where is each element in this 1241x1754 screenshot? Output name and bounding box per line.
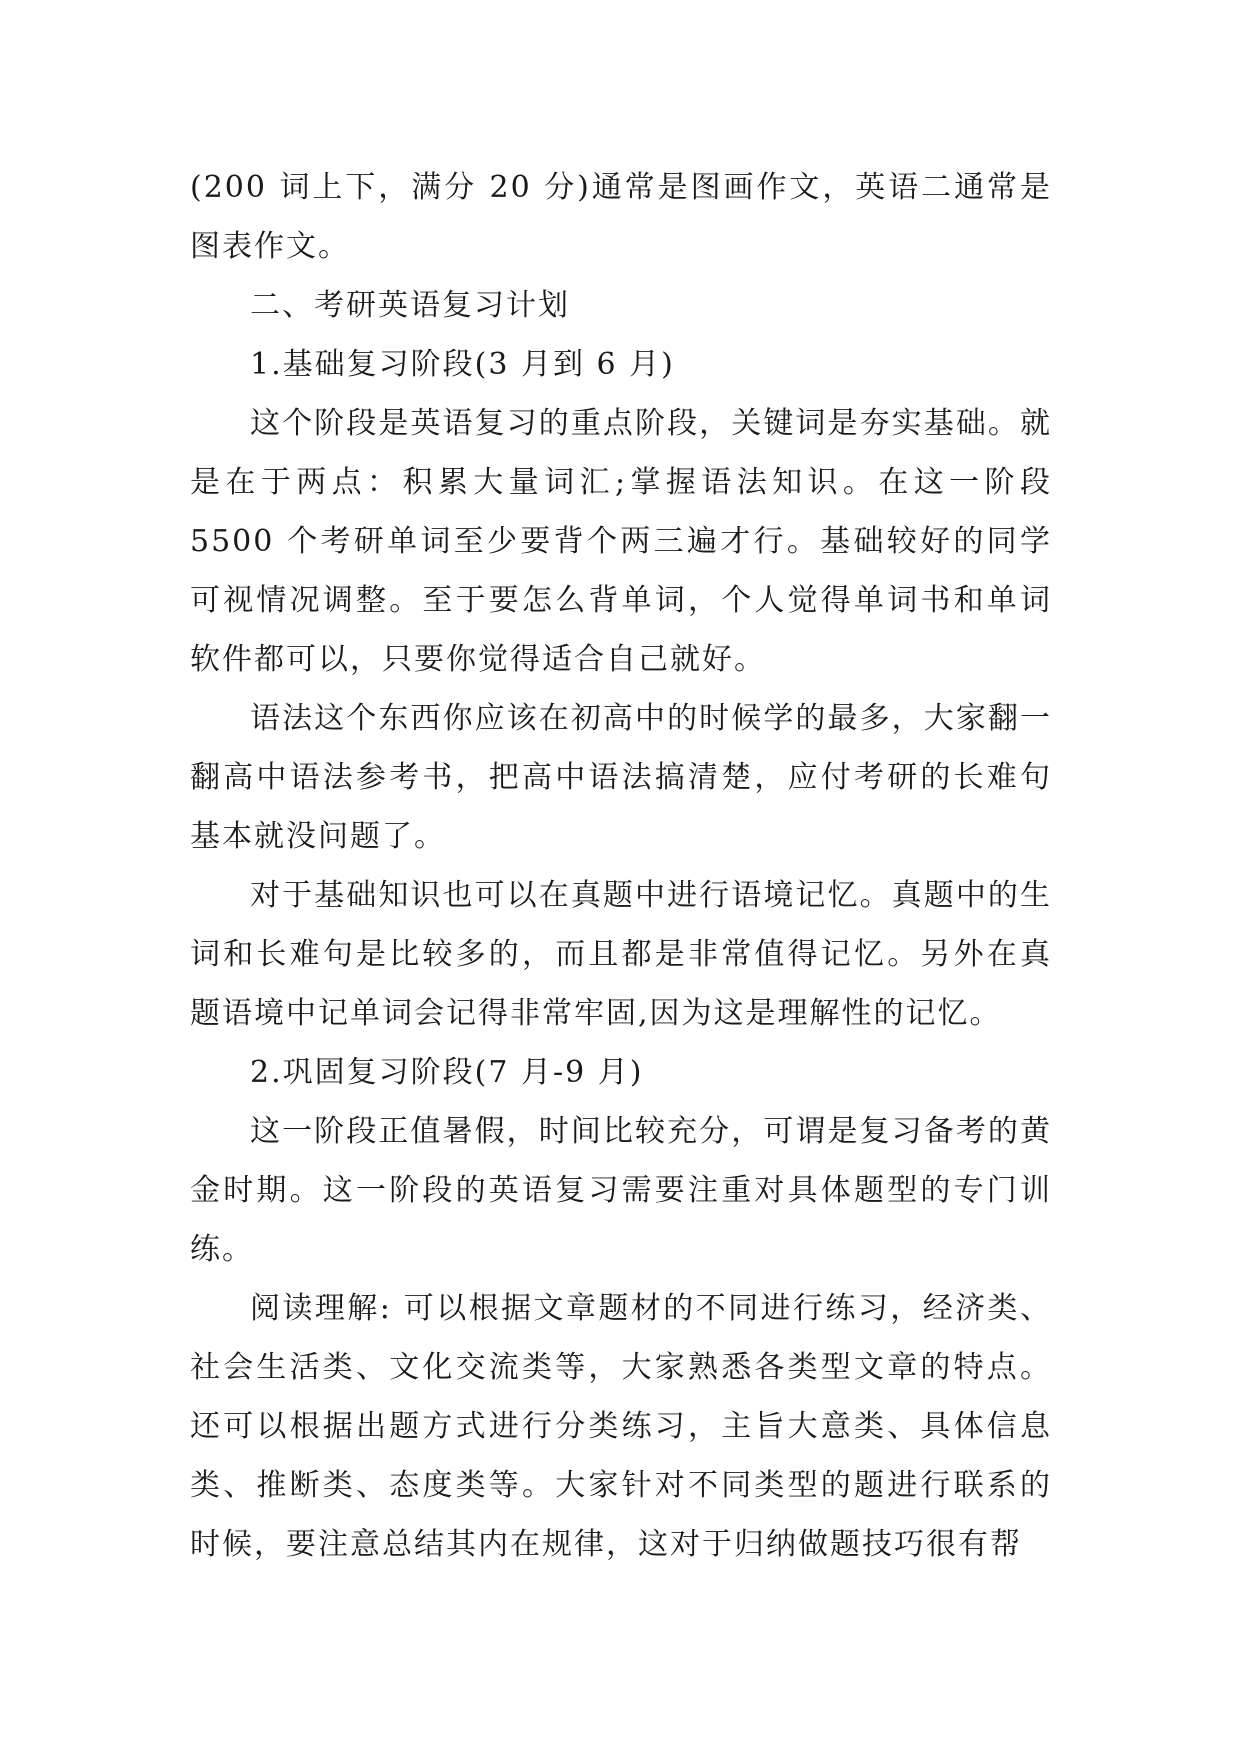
paragraph-basic-stage: 这个阶段是英语复习的重点阶段，关键词是夯实基础。就是在于两点：积累大量词汇;掌握语法知识。在这一阶段 5500 个考研单词至少要背个两三遍才行。基础较好的同学可视情况调整。至于要怎么背单词，个人觉得单词书和单词软件都可以，只要你觉得适合自己就好。 (190, 406, 1052, 677)
subheading-consolidation-stage: 2.巩固复习阶段(7 月-9 月) (250, 1055, 644, 1090)
paragraph-consolidation-stage: 这一阶段正值暑假，时间比较充分，可谓是复习备考的黄金时期。这一阶段的英语复习需要注重对具体题型的专门训练。 (190, 1114, 1052, 1267)
document-body (190, 158, 1052, 1574)
subheading-basic-stage: 1.基础复习阶段(3 月到 6 月) (250, 347, 675, 382)
paragraph-grammar: 语法这个东西你应该在初高中的时候学的最多，大家翻一翻高中语法参考书，把高中语法搞清楚，应付考研的长难句基本就没问题了。 (190, 701, 1052, 854)
paragraph-context-memory: 对于基础知识也可以在真题中进行语境记忆。真题中的生词和长难句是比较多的，而且都是非常值得记忆。另外在真题语境中记单词会记得非常牢固,因为这是理解性的记忆。 (190, 878, 1052, 1031)
paragraph-essay-intro: (200 词上下，满分 20 分)通常是图画作文，英语二通常是图表作文。 (190, 170, 1052, 264)
section-heading-review-plan: 二、考研英语复习计划 (250, 288, 570, 323)
paragraph-reading-comprehension: 阅读理解: 可以根据文章题材的不同进行练习，经济类、社会生活类、文化交流类等，大家熟悉各类型文章的特点。还可以根据出题方式进行分类练习，主旨大意类、具体信息类、推断类、态度类等。大家针对不同类型的题进行联系的时候，要注意总结其内在规律，这对于归纳做题技巧很有帮 (190, 1291, 1052, 1562)
